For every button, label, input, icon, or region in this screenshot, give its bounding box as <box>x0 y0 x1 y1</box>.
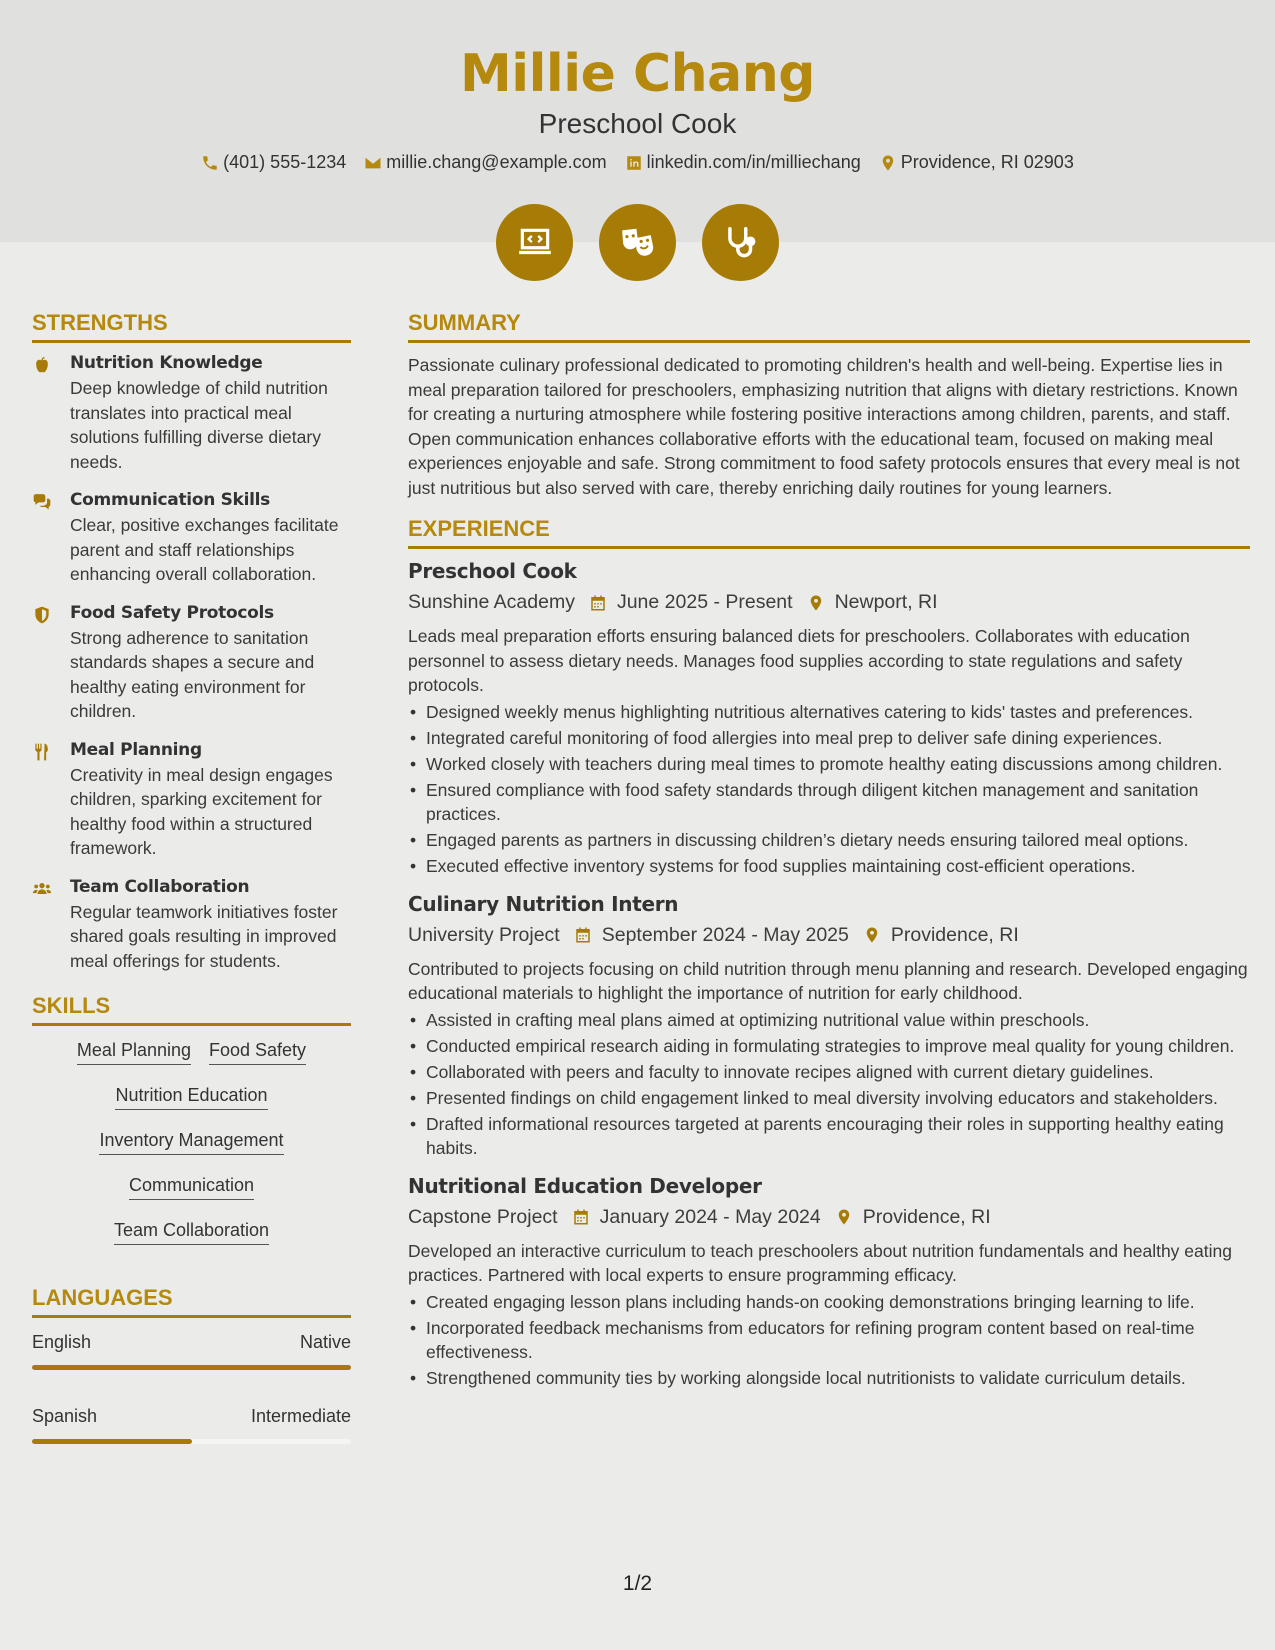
job-bullet: • Assisted in crafting meal plans aimed at optimizing nutritional value within preschools. <box>408 1008 1250 1032</box>
interest-badges <box>496 204 779 281</box>
job-role: Preschool Cook <box>408 559 577 583</box>
summary-text: Passionate culinary professional dedicated to promoting children's health and well-being. Expertise lies in meal preparation tailored for preschoolers, emphasizing nutrition that aligns with dietary restrictions. Known for creating a nurturing atmosphere while fostering positive interactions among children, parents, and staff. Open communication enhances collaborative efforts with the educational team, focused on making meal experiences enjoyable and safe. Strong commitment to food safety protocols ensures that every meal is not just nutritious but also served with care, thereby enriching daily routines for young learners. <box>408 355 1240 498</box>
job-bullet: • Incorporated feedback mechanisms from educators for refining program content based on real-time effectiveness. <box>408 1316 1250 1364</box>
contact-email-text: millie.chang@example.com <box>386 152 607 172</box>
strength-item <box>32 877 351 974</box>
job-description: Leads meal preparation efforts ensuring balanced diets for preschoolers. Collaborates with education personnel to assess dietary needs. Manages food supplies according to state regulations and safety protocols. <box>408 626 1190 695</box>
job-bullet: • Presented findings on child engagement linked to meal diversity involving educators and stakeholders. <box>408 1086 1250 1110</box>
skill-tag: Meal Planning <box>77 1040 191 1065</box>
job-bullet: • Created engaging lesson plans including hands-on cooking demonstrations bringing learning to life. <box>408 1290 1250 1314</box>
calendar-icon <box>574 926 592 944</box>
laptop-code-icon <box>516 224 554 262</box>
location-icon <box>879 154 897 172</box>
apple-icon <box>32 355 52 375</box>
languages-heading: LANGUAGES <box>32 1285 351 1318</box>
strength-item <box>32 353 351 474</box>
job-bullet: • Executed effective inventory systems for food supplies maintaining cost-efficient operations. <box>408 854 1250 878</box>
page-number: 1/2 <box>622 1572 653 1595</box>
language-bar <box>32 1439 351 1444</box>
skill-tag: Food Safety <box>209 1040 306 1065</box>
left-column <box>32 310 351 1480</box>
contact-linkedin-text: linkedin.com/in/milliechang <box>646 152 861 172</box>
interest-badge-tech <box>496 204 573 281</box>
language-bar-fill <box>32 1365 351 1370</box>
job-location: Providence, RI <box>862 1205 991 1228</box>
skill-tag: Inventory Management <box>99 1130 283 1155</box>
job-meta <box>408 591 1250 614</box>
users-icon <box>32 879 52 899</box>
contact-location[interactable] <box>879 152 1074 173</box>
strength-title: Meal Planning <box>70 739 202 760</box>
job-entry <box>408 559 1250 878</box>
language-name: Spanish <box>32 1406 98 1426</box>
job-org: Sunshine Academy <box>408 591 575 613</box>
contact-phone-text: (401) 555-1234 <box>223 152 347 172</box>
shield-icon <box>32 605 52 625</box>
skill-row <box>32 1085 351 1110</box>
strength-text: Deep knowledge of child nutrition translates into practical meal solutions fulfilling diverse dietary needs. <box>70 378 328 472</box>
theater-masks-icon <box>619 224 657 262</box>
job-description: Developed an interactive curriculum to teach preschoolers about nutrition fundamentals and healthy eating practices. Partnered with local experts to ensure programming efficacy. <box>408 1240 1232 1285</box>
job-bullet: • Designed weekly menus highlighting nutritious alternatives catering to kids' tastes and preferences. <box>408 700 1250 724</box>
job-bullets <box>408 700 1250 878</box>
language-name: English <box>32 1332 92 1352</box>
language-bar-fill <box>32 1439 192 1444</box>
strength-title: Food Safety Protocols <box>70 602 274 623</box>
strengths-heading: STRENGTHS <box>32 310 351 343</box>
job-dates: June 2025 - Present <box>616 591 793 613</box>
job-bullet: • Conducted empirical research aiding in formulating strategies to improve meal quality for young children. <box>408 1034 1250 1058</box>
job-location: Newport, RI <box>834 591 938 613</box>
contact-phone[interactable] <box>201 152 346 173</box>
phone-icon <box>201 154 219 172</box>
strength-title: Nutrition Knowledge <box>70 353 263 373</box>
job-entry <box>408 892 1250 1160</box>
right-column <box>408 310 1250 1404</box>
strength-item <box>32 490 351 587</box>
strength-title: Communication Skills <box>70 490 270 510</box>
skill-row <box>32 1040 351 1065</box>
location-icon <box>863 926 881 944</box>
job-bullet: • Integrated careful monitoring of food allergies into meal prep to deliver safe dining experiences. <box>408 726 1250 750</box>
job-bullet: • Strengthened community ties by working alongside local nutritionists to validate curriculum details. <box>408 1366 1250 1390</box>
job-description: Contributed to projects focusing on child nutrition through menu planning and research. Developed engaging educational materials to highlight the importance of nutrition for early childhood. <box>408 958 1248 1003</box>
job-bullet: • Ensured compliance with food safety standards through diligent kitchen management and sanitation practices. <box>408 778 1250 826</box>
job-org: Capstone Project <box>408 1205 558 1228</box>
skill-tag: Communication <box>129 1175 254 1200</box>
candidate-name: Millie Chang <box>460 44 815 104</box>
strength-text: Clear, positive exchanges facilitate parent and staff relationships enhancing overall collaboration. <box>70 515 339 584</box>
job-dates: September 2024 - May 2025 <box>601 923 849 946</box>
strength-text: Creativity in meal design engages children, sparking excitement for healthy food within a structured framework. <box>70 764 333 858</box>
contact-location-text: Providence, RI 02903 <box>900 152 1074 172</box>
skill-row <box>32 1220 351 1245</box>
strength-text: Strong adherence to sanitation standards shapes a secure and healthy eating environment for children. <box>70 627 315 721</box>
skill-tag: Team Collaboration <box>114 1220 269 1245</box>
skills-heading: SKILLS <box>32 993 351 1026</box>
language-row <box>32 1406 351 1427</box>
language-bar <box>32 1365 351 1370</box>
job-bullets <box>408 1008 1250 1160</box>
interest-badge-health <box>702 204 779 281</box>
contact-bar <box>0 152 1275 173</box>
calendar-icon <box>572 1208 590 1226</box>
job-bullet: • Engaged parents as partners in discussing children’s dietary needs ensuring tailored meal options. <box>408 828 1250 852</box>
job-meta <box>408 1206 1250 1229</box>
job-meta <box>408 924 1250 947</box>
skill-row <box>32 1130 351 1155</box>
job-location: Providence, RI <box>890 923 1019 946</box>
contact-email[interactable] <box>364 152 606 173</box>
experience-heading: EXPERIENCE <box>408 516 1250 549</box>
stethoscope-icon <box>722 224 760 262</box>
job-role: Nutritional Education Developer <box>408 1173 762 1198</box>
skill-tag: Nutrition Education <box>115 1085 267 1110</box>
interest-badge-theater <box>599 204 676 281</box>
language-row <box>32 1332 351 1353</box>
linkedin-icon <box>625 154 643 172</box>
job-org: University Project <box>408 923 560 946</box>
utensils-icon <box>32 742 52 762</box>
skill-row <box>32 1175 351 1200</box>
summary-heading: SUMMARY <box>408 310 1250 343</box>
job-bullets <box>408 1290 1250 1390</box>
job-role: Culinary Nutrition Intern <box>408 891 679 916</box>
job-bullet: • Drafted informational resources targeted at parents encouraging their roles in supporting healthy eating habits. <box>408 1112 1250 1160</box>
comments-icon <box>32 492 52 512</box>
job-bullet: • Worked closely with teachers during meal times to promote healthy eating discussions among children. <box>408 752 1250 776</box>
strength-text: Regular teamwork initiatives foster shared goals resulting in improved meal offerings for students. <box>70 901 338 971</box>
job-bullet: • Collaborated with peers and faculty to innovate recipes aligned with current dietary guidelines. <box>408 1060 1250 1084</box>
strength-item <box>32 740 351 861</box>
calendar-icon <box>589 594 607 612</box>
job-dates: January 2024 - May 2024 <box>599 1205 821 1228</box>
languages-list <box>32 1332 351 1444</box>
location-icon <box>807 594 825 612</box>
email-icon <box>364 154 382 172</box>
language-level: Intermediate <box>250 1406 351 1426</box>
contact-linkedin[interactable] <box>625 152 861 173</box>
job-entry <box>408 1174 1250 1390</box>
skills-list <box>32 1040 351 1245</box>
strength-title: Team Collaboration <box>70 876 250 897</box>
language-level: Native <box>299 1332 351 1352</box>
candidate-title: Preschool Cook <box>538 108 737 139</box>
location-icon <box>835 1208 853 1226</box>
strength-item <box>32 603 351 724</box>
